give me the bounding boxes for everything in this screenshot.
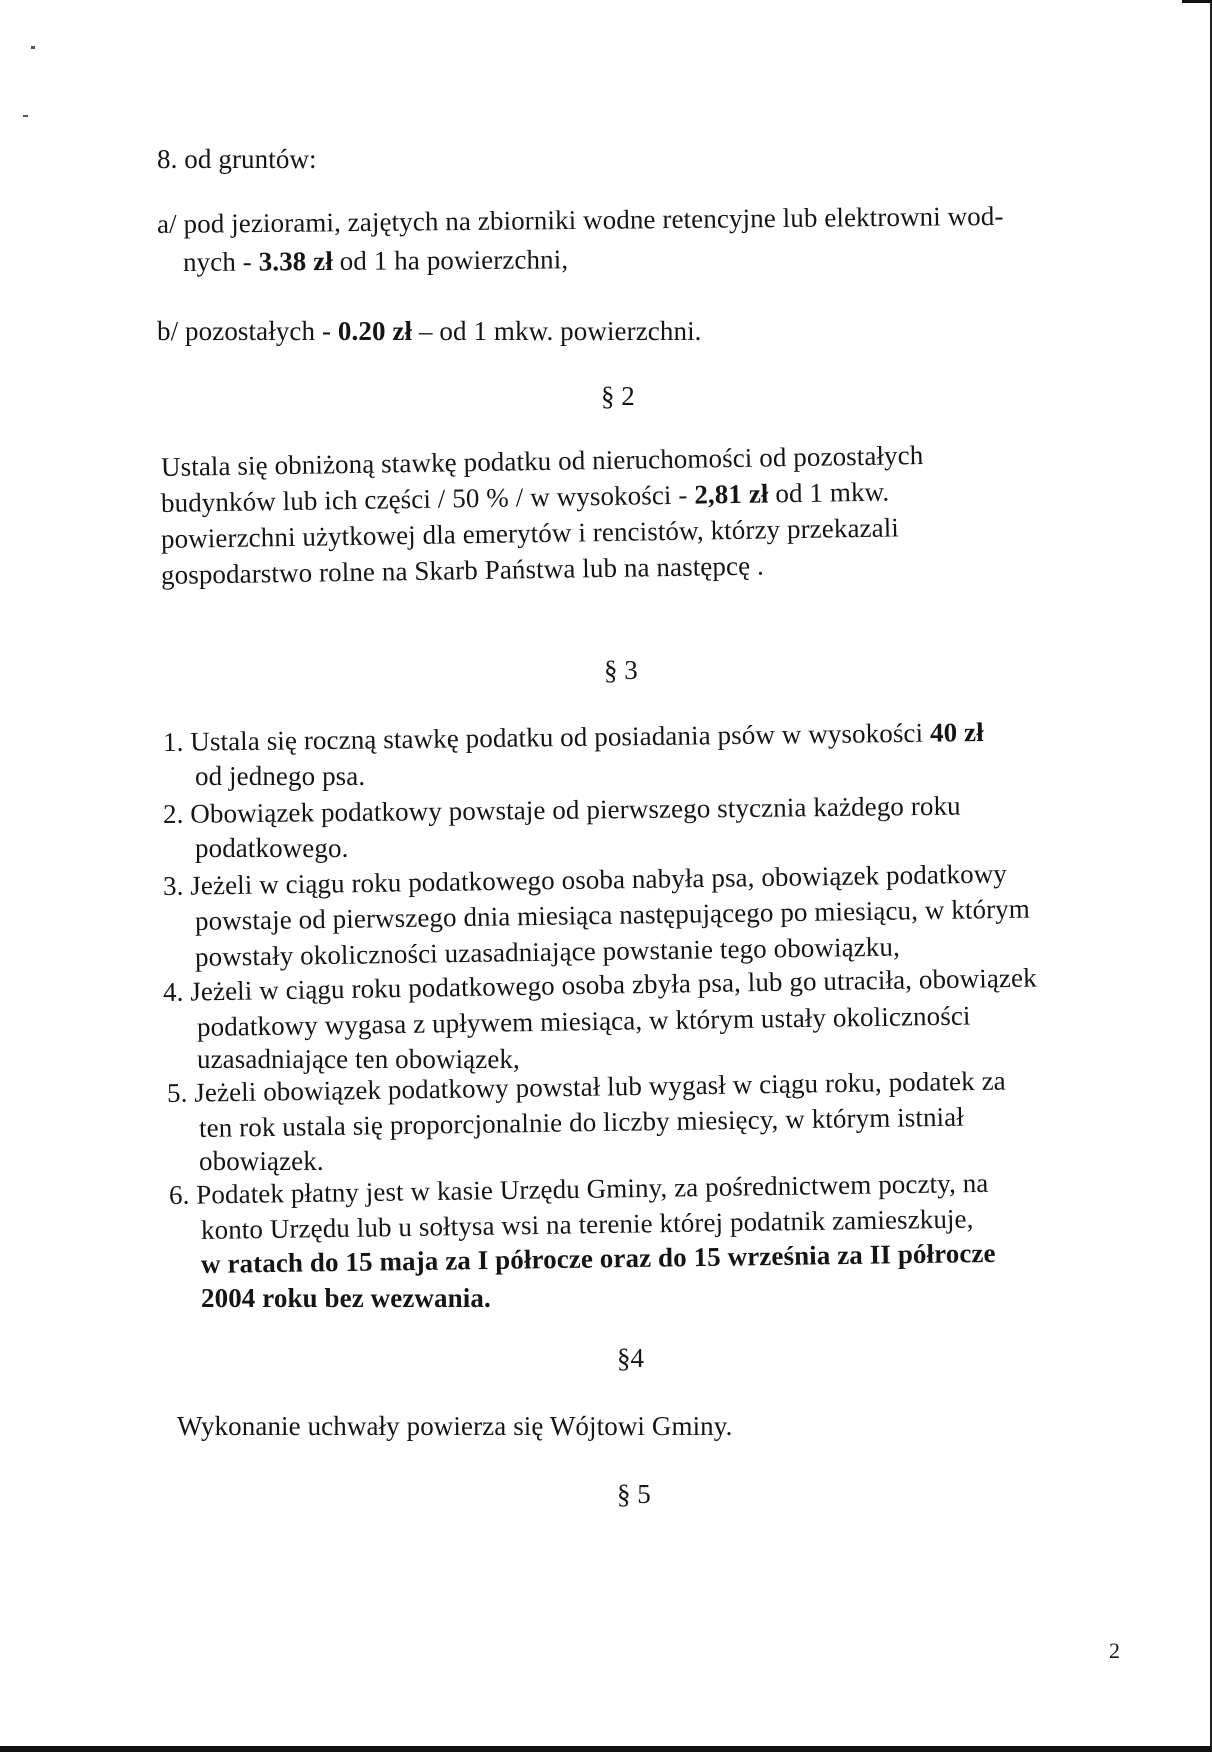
scan-edge-top [1182,0,1212,3]
text-run: b/ pozostałych - [157,316,338,346]
text-run: – od 1 mkw. powierzchni. [412,316,702,346]
paragraph-3-item-5-line-2: ten rok ustala się proporcjonalnie do liczby miesięcy, w którym istniał [198,1101,965,1143]
paragraph-2-line-1: Ustala się obniżoną stawkę podatku od nieruchomości od pozostałych [160,440,924,482]
text-run: od 1 ha powierzchni, [332,244,569,276]
section-8b-line [157,315,702,347]
scan-speck [31,46,35,49]
paragraph-3-item-4-line-1: 4. Jeżeli w ciągu roku podatkowego osoba zbyła psa, lub go utraciła, obowiązek [162,962,1037,1007]
section-8a-line-1: a/ pod jeziorami, zajętych na zbiorniki wodne retencyjne lub elektrowni wod- [156,200,1004,239]
paragraph-3-item-3-line-2: powstaje od pierwszego dnia miesiąca następującego po miesiącu, w którym [194,893,1031,936]
paragraph-3-item-2-line-1: 2. Obowiązek podatkowy powstaje od pierwszego stycznia każdego roku [162,790,961,829]
paragraph-3-item-6-line-3: w ratach do 15 maja za I półrocze oraz do 15 września za II półrocze [200,1237,996,1279]
paragraph-3-item-4-line-2: podatkowy wygasa z upływem miesiąca, w którym ustały okoliczności [196,1000,971,1042]
paragraph-4-text: Wykonanie uchwały powierza się Wójtowi Gminy. [177,1411,733,1441]
paragraph-3-item-5-line-1: 5. Jeżeli obowiązek podatkowy powstał lub wygasł w ciągu roku, podatek za [166,1065,1006,1108]
paragraph-3-item-3-line-1: 3. Jeżeli w ciągu roku podatkowego osoba nabyła psa, obowiązek podatkowy [162,858,1008,901]
text-run: nych - [182,246,259,277]
section-8-heading: 8. od gruntów: [157,144,317,174]
text-run: 1. Ustala się roczną stawkę podatku od posiadania psów w wysokości [162,717,931,757]
paragraph-2-line-3: powierzchni użytkowej dla emerytów i rencistów, którzy przekazali [160,512,900,554]
paragraph-3-heading: § 3 [604,655,638,685]
paragraph-2-heading: § 2 [601,381,635,411]
paragraph-3-item-1-line-2: od jednego psa. [195,761,366,791]
amount-bold: 0.20 zł [337,316,413,346]
scan-edge-bottom [0,1746,1212,1752]
amount-bold: 40 zł [929,716,984,748]
text-run: budynków lub ich części / 50 % / w wysokości - [160,479,695,518]
text-run: od 1 mkw. [768,476,890,509]
paragraph-3-item-4-line-3: uzasadniające ten obowiązek, [197,1044,520,1074]
section-8a-line-2 [183,243,568,278]
paragraph-2-line-4: gospodarstwo rolne na Skarb Państwa lub na następcę . [160,550,765,590]
scan-speck [23,115,28,117]
page-number: 2 [1109,1638,1120,1663]
amount-bold: 2,81 zł [694,478,769,510]
paragraph-3-item-6-line-4: 2004 roku bez wezwania. [201,1283,491,1313]
paragraph-4-heading: §4 [617,1343,644,1373]
paragraph-3-item-6-line-1: 6. Podatek płatny jest w kasie Urzędu Gminy, za pośrednictwem poczty, na [168,1167,989,1210]
paragraph-5-heading: § 5 [617,1479,651,1509]
paragraph-3-item-5-line-3: obowiązek. [199,1146,324,1176]
paragraph-3-item-6-line-2: konto Urzędu lub u sołtysa wsi na terenie której podatnik zamieszkuje, [200,1203,974,1245]
paragraph-3-item-3-line-3: powstały okoliczności uzasadniające powstanie tego obowiązku, [194,931,901,972]
paragraph-3-item-1-line-1 [163,716,984,758]
paragraph-3-item-2-line-2: podatkowego. [195,833,349,863]
amount-bold: 3.38 zł [258,245,333,277]
